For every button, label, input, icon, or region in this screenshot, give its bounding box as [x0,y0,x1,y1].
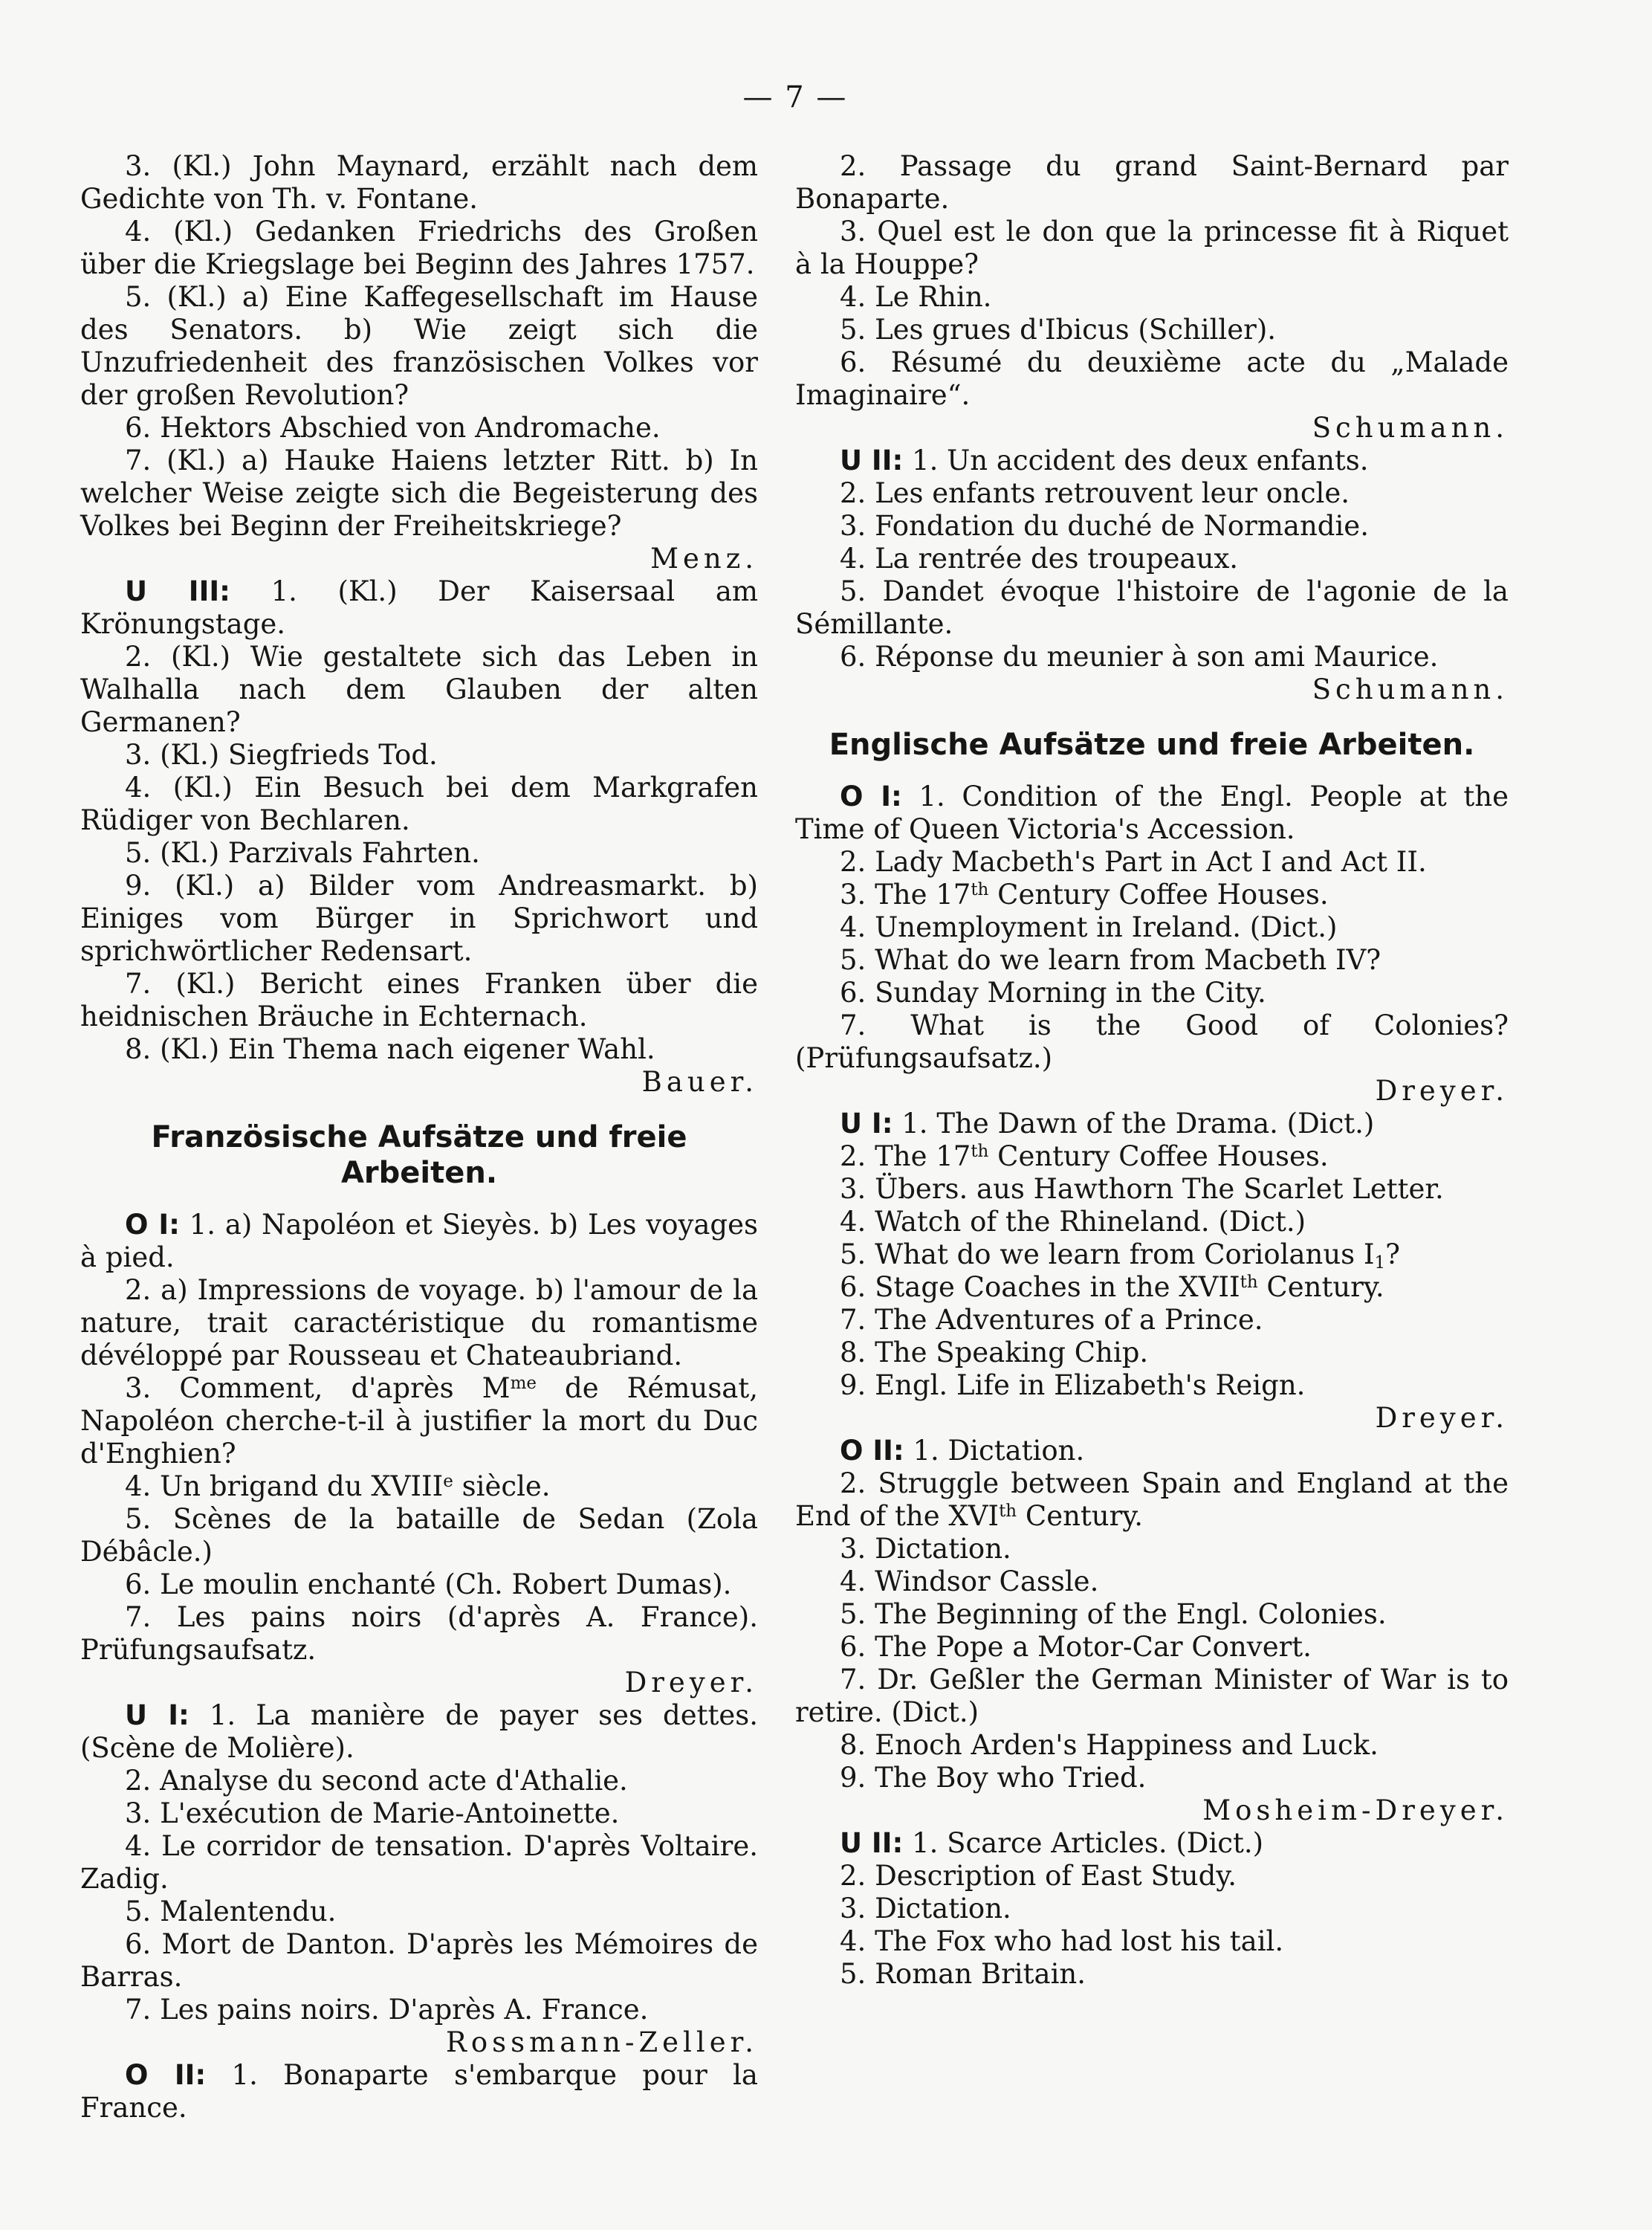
list-item: 5. Malentendu. [125,1896,337,1927]
list-item: 5. Dandet évoque l'histoire de l'agonie de la Sémillante. [795,575,1509,640]
list-item: 2. Passage du grand Saint-Bernard par Bonaparte. [795,150,1509,215]
class-label: O I: [840,780,902,812]
class-label: O II: [840,1435,904,1467]
list-item: 2. Struggle between Spain and England at the End of the XVIth Century. [795,1467,1509,1532]
list-item: 3. Übers. aus Hawthorn The Scarlet Letter. [840,1173,1444,1205]
list-item: 4. Unemployment in Ireland. (Dict.) [840,911,1338,943]
list-item: 7. Les pains noirs. D'après A. France. [125,1994,649,2026]
list-item: 1. Scarce Articles. (Dict.) [912,1827,1264,1859]
list-item: 9. The Boy who Tried. [840,1762,1147,1794]
section-o2-first [80,2059,758,2124]
list-item: 6. Résumé du deuxième acte du „Malade Imaginaire“. [795,346,1509,411]
list-item: 1. La manière de payer ses dettes. (Scène de Molière). [80,1699,759,1764]
signature: Mosheim-Dreyer. [1202,1794,1509,1826]
list-item: 9. (Kl.) a) Bilder vom Andreasmarkt. b) Einiges vom Bürger in Sprichwort und sprichwörtlicher Redensart. [80,870,758,967]
list-item: 5. The Beginning of the Engl. Colonies. [840,1598,1387,1630]
list-item: 8. Enoch Arden's Happiness and Luck. [840,1729,1379,1761]
list-item: 1. Dictation. [913,1435,1085,1467]
list-item: 3. Dictation. [840,1533,1011,1565]
list-item: 2. The 17th Century Coffee Houses. [840,1140,1329,1172]
list-item: 3. Dictation. [840,1893,1011,1924]
right-column [795,150,1509,1991]
list-item: 3. Comment, d'après $M^{me}$ de Rémusat, Napoléon cherche-t-il à justifier la mort du Duc d'Enghien? [80,1372,758,1470]
signature: Schumann. [1312,673,1509,705]
section-o2-english-first [795,1435,1509,1467]
section-u2-french-first [795,445,1509,477]
list-item: 8. (Kl.) Ein Thema nach eigener Wahl. [125,1033,655,1065]
list-item: 3. L'exécution de Marie-Antoinette. [125,1797,620,1829]
signature: Schumann. [1312,412,1509,444]
list-item: 6. Sunday Morning in the City. [840,977,1266,1009]
list-item: 3. Fondation du duché de Normandie. [840,510,1369,542]
section-u1-first [80,1699,758,1765]
list-item: 7. (Kl.) a) Hauke Haiens letzter Ritt. b) In welcher Weise zeigte sich die Begeisterung des Volkes bei Beginn der Freiheitskriege? [80,445,758,542]
list-item: 5. Roman Britain. [840,1958,1086,1990]
list-item: 1. The Dawn of the Drama. (Dict.) [901,1108,1375,1140]
list-item: 4. La rentrée des troupeaux. [840,543,1239,575]
class-label: U I: [125,1699,190,1731]
list-item: 2. Les enfants retrouvent leur oncle. [840,477,1350,509]
list-item: 5. What do we learn from Macbeth IV? [840,944,1381,976]
list-item: 3. Quel est le don que la princesse fit à Riquet à la Houppe? [795,216,1509,280]
list-item: 7. (Kl.) Bericht eines Franken über die heidnischen Bräuche in Echternach. [80,968,758,1032]
section-o1-first [80,1209,758,1274]
class-label: U I: [840,1108,893,1140]
list-item: 8. The Speaking Chip. [840,1337,1149,1368]
signature: Rossmann-Zeller. [446,2026,758,2058]
list-item: 7. The Adventures of a Prince. [840,1304,1263,1336]
french-heading: Französische Aufsätze und freie Arbeiten. [151,1120,687,1190]
list-item: 4. Windsor Cassle. [840,1565,1099,1597]
list-item: 1. Un accident des deux enfants. [912,445,1369,476]
signature: Bauer. [641,1066,758,1098]
list-item: 7. Les pains noirs (d'après A. France). Prüfungsaufsatz. [80,1601,758,1666]
class-label: O I: [125,1209,180,1241]
list-item: 2. a) Impressions de voyage. b) l'amour de la nature, trait caractéristique du romantisme dévéloppé par Rousseau et Chateaubriand. [80,1274,758,1371]
list-item: 2. Description of East Study. [840,1860,1237,1892]
section-u2-english-first [795,1827,1509,1860]
list-item: 1. a) Napoléon et Sieyès. b) Les voyages à pied. [80,1209,758,1273]
signature: Menz. [650,543,758,575]
class-label: U II: [840,445,904,476]
list-item: 1. Bonaparte s'embarque pour la France. [80,2059,758,2124]
class-label: U II: [840,1827,904,1859]
list-item: 7. Dr. Geßler the German Minister of War is to retire. (Dict.) [795,1664,1509,1728]
list-item: 5. Les grues d'Ibicus (Schiller). [840,314,1277,346]
list-item: 6. Stage Coaches in the XVIIth Century. [840,1271,1384,1303]
english-heading: Englische Aufsätze und freie Arbeiten. [829,728,1475,762]
list-item: 6. The Pope a Motor-Car Convert. [840,1631,1312,1663]
page-number: — 7 — [742,80,848,114]
list-item: 6. Hektors Abschied von Andromache. [125,412,661,444]
section-u1-english-first [795,1108,1509,1140]
list-item: 1. (Kl.) Der Kaisersaal am Krönungstage. [80,575,759,640]
list-item: 2. Analyse du second acte d'Athalie. [125,1765,628,1797]
list-item: 7. What is the Good of Colonies? (Prüfungsaufsatz.) [795,1009,1509,1074]
list-item: 4. (Kl.) Gedanken Friedrichs des Großen über die Kriegslage bei Beginn des Jahres 1757. [80,216,758,280]
list-item: 5. What do we learn from Coriolanus $I_1$? [840,1238,1401,1273]
list-item: 4. Watch of the Rhineland. (Dict.) [840,1206,1306,1238]
section-o1-english-first [795,780,1509,846]
list-item: 4. Le corridor de tensation. D'après Voltaire. Zadig. [80,1830,758,1895]
list-item: 5. (Kl.) Parzivals Fahrten. [125,837,480,869]
list-item: 2. (Kl.) Wie gestaltete sich das Leben in Walhalla nach dem Glauben der alten Germanen? [80,641,758,738]
list-item: 6. Réponse du meunier à son ami Maurice. [840,641,1439,673]
class-label: O II: [125,2059,207,2091]
list-item: 9. Engl. Life in Elizabeth's Reign. [840,1369,1306,1401]
list-item: 4. Un brigand du XVIIIe siècle. [125,1470,551,1502]
list-item: 6. Le moulin enchanté (Ch. Robert Dumas). [125,1568,732,1600]
list-item: 4. Le Rhin. [840,281,992,313]
list-item: 5. (Kl.) a) Eine Kaffegesellschaft im Hause des Senators. b) Wie zeigt sich die Unzufriedenheit des französischen Volkes vor der großen Revolution? [80,281,758,411]
list-item: 6. Mort de Danton. D'après les Mémoires de Barras. [80,1928,758,1993]
class-label: U III: [125,575,230,607]
list-item: 5. Scènes de la bataille de Sedan (Zola Débâcle.) [80,1503,758,1568]
list-item: 3. The 17th Century Coffee Houses. [840,879,1329,911]
list-item: 4. The Fox who had lost his tail. [840,1925,1284,1957]
list-item: 2. Lady Macbeth's Part in Act I and Act II. [840,846,1427,878]
signature: Dreyer. [1375,1402,1509,1434]
signature: Dreyer. [1375,1075,1509,1107]
signature: Dreyer. [624,1667,758,1699]
list-item: 3. (Kl.) Siegfrieds Tod. [125,739,438,771]
list-item: 3. (Kl.) John Maynard, erzählt nach dem Gedichte von Th. v. Fontane. [80,150,758,215]
left-column [80,150,758,2124]
list-item: 4. (Kl.) Ein Besuch bei dem Markgrafen Rüdiger von Bechlaren. [80,772,758,836]
list-item: 1. Condition of the Engl. People at the Time of Queen Victoria's Accession. [795,780,1509,845]
section-u3-first [80,575,758,641]
